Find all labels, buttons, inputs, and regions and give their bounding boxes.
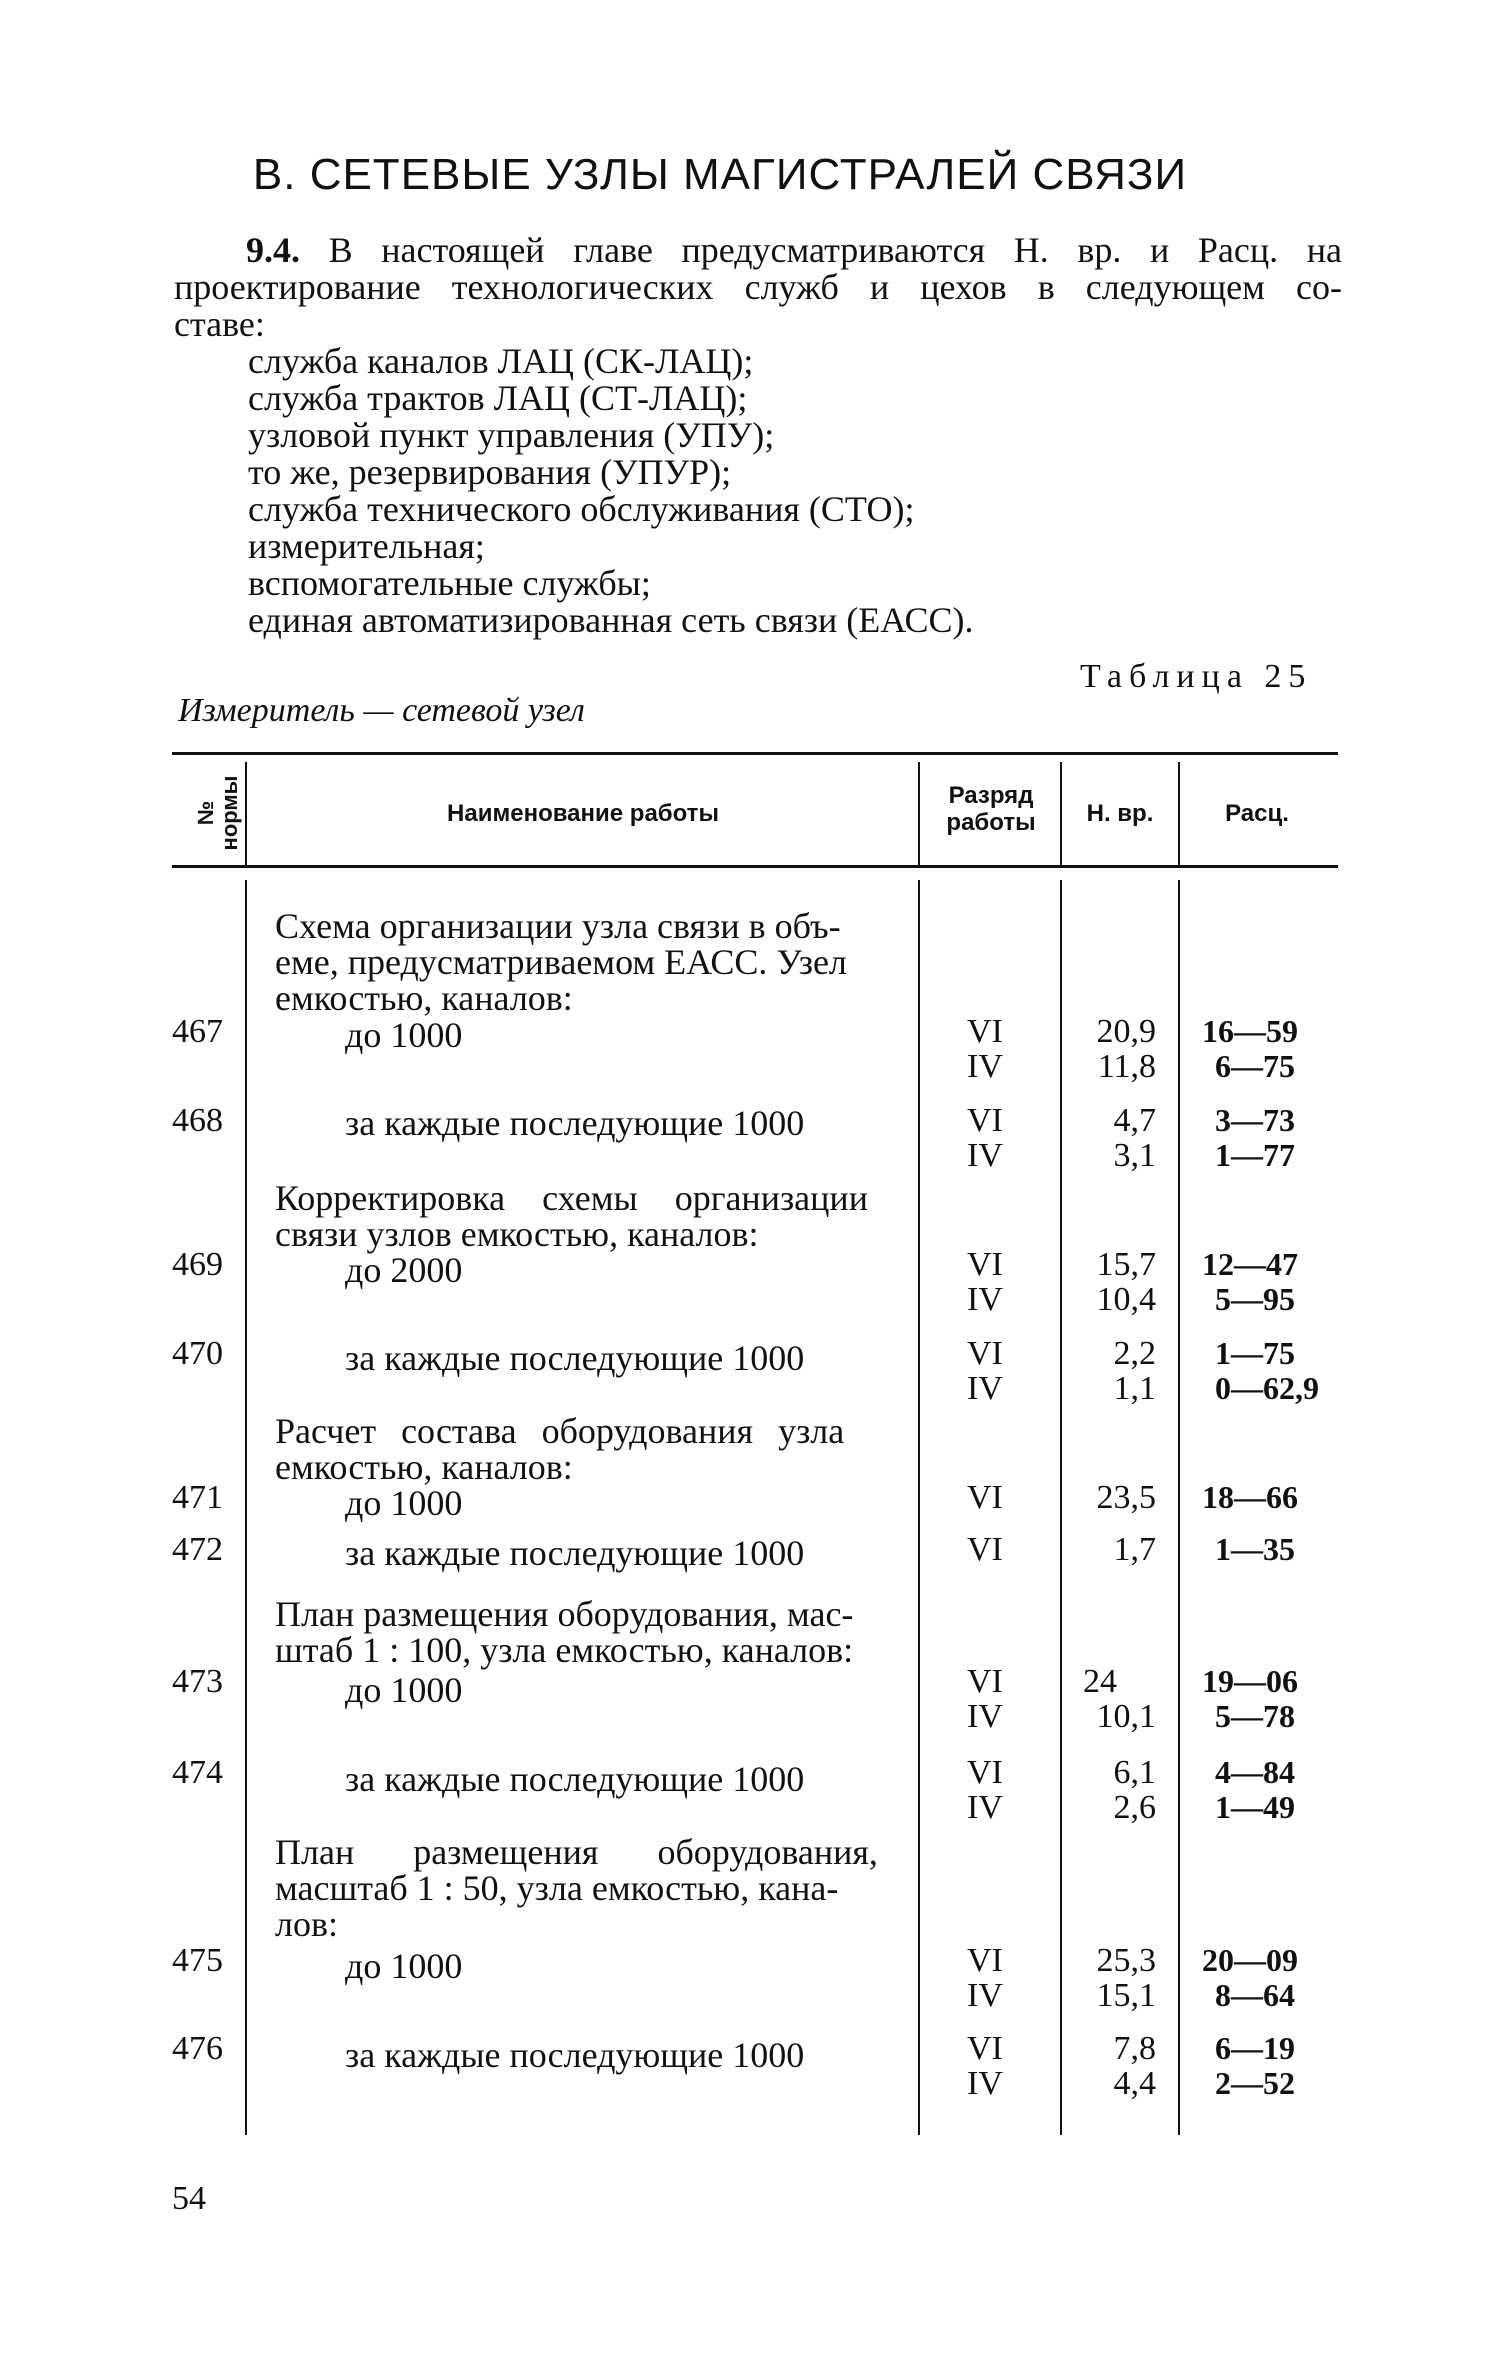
col-rule-3: [1060, 762, 1062, 865]
intro-paragraph: [174, 232, 1342, 343]
section-heading: В. СЕТЕВЫЕ УЗЛЫ МАГИСТРАЛЕЙ СВЯЗИ: [252, 150, 1188, 199]
rate-value: 1—75: [1215, 1335, 1295, 1371]
time-value: 2,2: [1113, 1335, 1156, 1372]
rate-value: 16—59: [1202, 1013, 1298, 1049]
page-number: 54: [172, 2180, 206, 2217]
grade-value: IV: [967, 1137, 1003, 1174]
time-value: 23,5: [1096, 1479, 1156, 1516]
rate-value: 1—49: [1215, 1789, 1295, 1825]
col-rule-1-body: [245, 880, 247, 2135]
work-name: за каждые последующие 1000: [345, 1759, 805, 1799]
grade-value: VI: [967, 1479, 1003, 1516]
rate-value: 4—84: [1215, 1754, 1295, 1790]
group-heading: Корректировка схемы организации связи узлов емкостью, каналов:: [275, 1178, 868, 1254]
rate-value: 0—62,9: [1215, 1370, 1319, 1406]
group-heading: План размещения оборудования, мас- штаб 1 : 100, узла емкостью, каналов:: [275, 1594, 854, 1670]
col-rule-2-body: [918, 880, 920, 2135]
work-name: за каждые последующие 1000: [345, 1338, 805, 1378]
header-norm-no: № нормы: [193, 775, 242, 851]
grade-value: VI: [967, 1531, 1003, 1568]
time-value: 11,8: [1097, 1048, 1156, 1085]
table-top-rule: [172, 752, 1338, 755]
header-grade: Разряд работы: [946, 782, 1036, 836]
intro-number: 9.4.: [246, 230, 300, 270]
col-rule-4: [1178, 762, 1180, 865]
norm-number: 473: [172, 1663, 223, 1700]
header-rate: Расц.: [1225, 800, 1289, 827]
time-value: 10,1: [1096, 1698, 1156, 1735]
list-item: служба трактов ЛАЦ (СТ-ЛАЦ);: [248, 378, 748, 418]
col-rule-3-body: [1060, 880, 1062, 2135]
grade-value: VI: [967, 1663, 1003, 1700]
group-heading: План размещения оборудования, масштаб 1 : 50, узла емкостью, кана- лов:: [275, 1832, 878, 1944]
header-work-name: Наименование работы: [447, 800, 719, 827]
norm-number: 476: [172, 2030, 223, 2067]
grade-value: VI: [967, 1102, 1003, 1139]
rate-value: 1—77: [1215, 1137, 1295, 1173]
grade-value: VI: [967, 1942, 1003, 1979]
work-name: до 2000: [345, 1250, 463, 1290]
work-name: до 1000: [345, 1670, 463, 1710]
rate-value: 6—75: [1215, 1048, 1295, 1084]
rate-value: 5—78: [1215, 1698, 1295, 1734]
grade-value: VI: [967, 1335, 1003, 1372]
header-bottom-rule: [172, 865, 1338, 868]
grade-value: IV: [967, 2065, 1003, 2102]
col-rule-1: [245, 762, 247, 865]
header-time: Н. вр.: [1086, 800, 1154, 827]
col-rule-4-body: [1178, 880, 1180, 2135]
grade-value: IV: [967, 1977, 1003, 2014]
time-value: 1,7: [1113, 1531, 1156, 1568]
rate-value: 19—06: [1202, 1663, 1298, 1699]
time-value: 24: [1083, 1663, 1117, 1700]
rate-value: 20—09: [1202, 1942, 1298, 1978]
work-name: за каждые последующие 1000: [345, 2035, 805, 2075]
norm-number: 471: [172, 1479, 223, 1516]
norm-number: 470: [172, 1335, 223, 1372]
time-value: 2,6: [1113, 1789, 1156, 1826]
grade-value: IV: [967, 1281, 1003, 1318]
list-item: служба технического обслуживания (СТО);: [248, 489, 915, 529]
grade-value: IV: [967, 1698, 1003, 1735]
intro-line-3: ставе:: [174, 304, 265, 344]
group-heading: Схема организации узла связи в объ- еме, предусматриваемом ЕАСС. Узел емкостью, каналов:: [275, 906, 847, 1018]
norm-number: 468: [172, 1102, 223, 1139]
rate-value: 18—66: [1202, 1479, 1298, 1515]
intro-line-1: 9.4. В настоящей главе предусматриваются Н. вр. и Расц. на: [246, 230, 1342, 270]
work-name: за каждые последующие 1000: [345, 1103, 805, 1143]
list-item: измерительная;: [248, 526, 485, 566]
work-name: до 1000: [345, 1946, 463, 1986]
work-name: за каждые последующие 1000: [345, 1533, 805, 1573]
time-value: 20,9: [1096, 1013, 1156, 1050]
time-value: 6,1: [1113, 1754, 1156, 1791]
time-value: 15,1: [1096, 1977, 1156, 2014]
intro-line-2: проектирование технологических служб и цехов в следующем со-: [174, 267, 1342, 307]
norm-number: 474: [172, 1754, 223, 1791]
norm-number: 467: [172, 1013, 223, 1050]
work-name: до 1000: [345, 1015, 463, 1055]
time-value: 3,1: [1113, 1137, 1156, 1174]
time-value: 4,7: [1113, 1102, 1156, 1139]
time-value: 1,1: [1113, 1370, 1156, 1407]
table-title: Таблица 25: [1080, 658, 1313, 695]
rate-value: 1—35: [1215, 1531, 1295, 1567]
rate-value: 12—47: [1202, 1246, 1298, 1282]
time-value: 25,3: [1096, 1942, 1156, 1979]
grade-value: IV: [967, 1789, 1003, 1826]
list-item: то же, резервирования (УПУР);: [248, 452, 732, 492]
grade-value: VI: [967, 1754, 1003, 1791]
work-name: до 1000: [345, 1483, 463, 1523]
time-value: 7,8: [1113, 2030, 1156, 2067]
measurer-caption: Измеритель — сетевой узел: [178, 692, 585, 729]
grade-value: IV: [967, 1048, 1003, 1085]
rate-value: 8—64: [1215, 1977, 1295, 2013]
list-item: единая автоматизированная сеть связи (ЕАСС).: [248, 600, 974, 640]
grade-value: VI: [967, 1013, 1003, 1050]
grade-value: IV: [967, 1370, 1003, 1407]
list-item: служба каналов ЛАЦ (СК-ЛАЦ);: [248, 341, 754, 381]
time-value: 15,7: [1096, 1246, 1156, 1283]
group-heading: Расчет состава оборудования узла емкостью, каналов:: [275, 1411, 845, 1487]
list-item: вспомогательные службы;: [248, 563, 651, 603]
rate-value: 6—19: [1215, 2030, 1295, 2066]
norm-number: 475: [172, 1942, 223, 1979]
rate-value: 2—52: [1215, 2065, 1295, 2101]
time-value: 4,4: [1113, 2065, 1156, 2102]
col-rule-2: [918, 762, 920, 865]
grade-value: VI: [967, 1246, 1003, 1283]
rate-value: 5—95: [1215, 1281, 1295, 1317]
services-list: [248, 343, 973, 639]
list-item: узловой пункт управления (УПУ);: [248, 415, 775, 455]
grade-value: VI: [967, 2030, 1003, 2067]
rate-value: 3—73: [1215, 1102, 1295, 1138]
time-value: 10,4: [1096, 1281, 1156, 1318]
norm-number: 469: [172, 1246, 223, 1283]
norm-number: 472: [172, 1531, 223, 1568]
